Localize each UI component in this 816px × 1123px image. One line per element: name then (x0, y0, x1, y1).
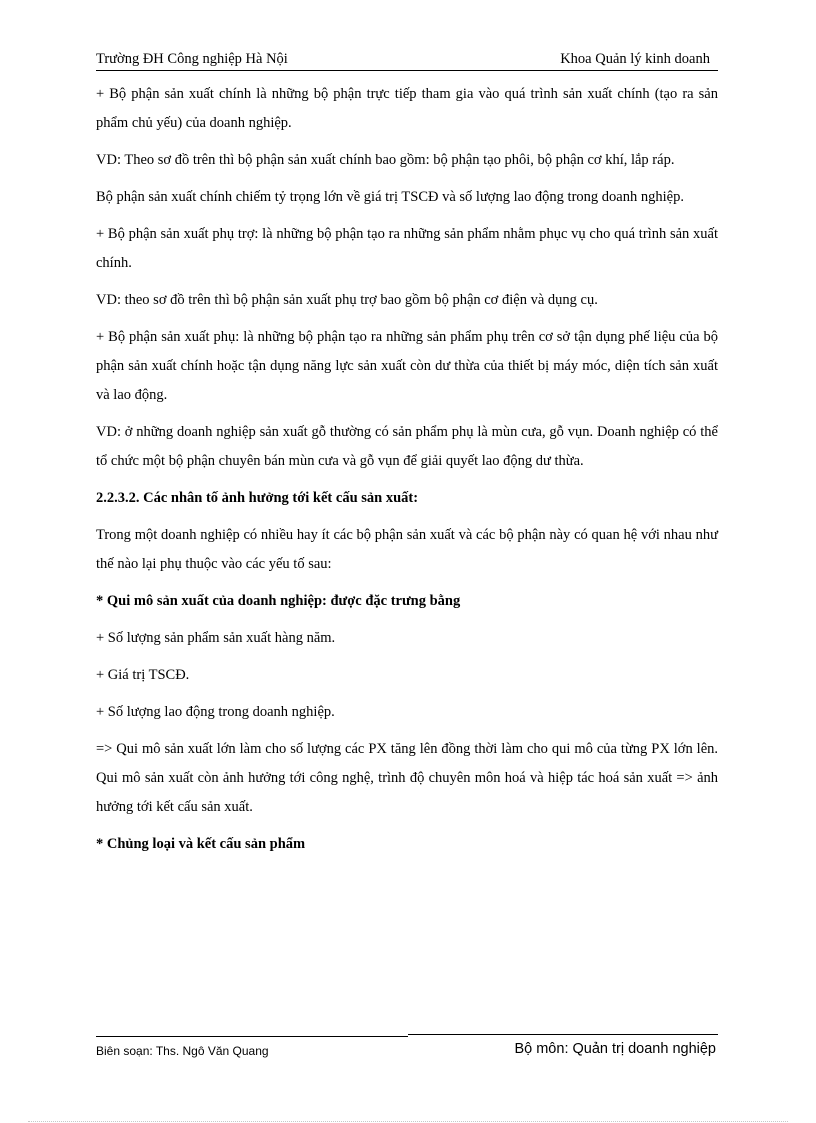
paragraph-intro-factors: Trong một doanh nghiệp có nhiều hay ít các bộ phận sản xuất và các bộ phận này có quan hệ với nhau như thế nào lại phụ thuộc vào các yếu tố sau: (96, 527, 718, 572)
page-edge-divider (28, 1121, 788, 1122)
footer-department: Bộ môn: Quản trị doanh nghiệp (514, 1041, 716, 1057)
list-item-labor-count: + Số lượng lao động trong doanh nghiệp. (96, 704, 335, 720)
footer-rule-right (408, 1034, 718, 1035)
list-item-output-quantity: + Số lượng sản phẩm sản xuất hàng năm. (96, 630, 336, 646)
paragraph-example-byproduct: VD: ở những doanh nghiệp sản xuất gỗ thường có sản phẩm phụ là mùn cưa, gỗ vụn. Doanh nghiệp có thể tổ chức một bộ phận chuyên bán mùn cưa và gỗ vụn để giải quyết lao động dư thừa. (96, 424, 718, 469)
subheading-scale: * Qui mô sản xuất của doanh nghiệp: được đặc trưng bằng (96, 593, 461, 609)
paragraph-auxiliary-production: + Bộ phận sản xuất phụ trợ: là những bộ phận tạo ra những sản phẩm nhằm phục vụ cho quá trình sản xuất chính. (96, 226, 718, 271)
paragraph-example-auxiliary: VD: theo sơ đồ trên thì bộ phận sản xuất phụ trợ bao gồm bộ phận cơ điện và dụng cụ. (96, 292, 598, 308)
subheading-product-type: * Chủng loại và kết cấu sản phẩm (96, 836, 306, 852)
paragraph-main-weight: Bộ phận sản xuất chính chiếm tỷ trọng lớn về giá trị TSCĐ và số lượng lao động trong doanh nghiệp. (96, 189, 684, 205)
paragraph-byproduct-production: + Bộ phận sản xuất phụ: là những bộ phận tạo ra những sản phẩm phụ trên cơ sở tận dụng phế liệu của bộ phận sản xuất chính hoặc tận dụng năng lực sản xuất còn dư thừa của thiết bị máy móc, diện tích sản xuất và lao động. (96, 329, 718, 403)
header-school-name: Trường ĐH Công nghiệp Hà Nội (96, 51, 288, 67)
header-faculty-name: Khoa Quản lý kinh doanh (560, 51, 710, 67)
list-item-fixed-assets: + Giá trị TSCĐ. (96, 667, 190, 683)
paragraph-scale-conclusion: => Qui mô sản xuất lớn làm cho số lượng các PX tăng lên đồng thời làm cho qui mô của từng PX lớn lên. Qui mô sản xuất còn ảnh hưởng tới công nghệ, trình độ chuyên môn hoá và hiệp tác hoá sản xuất => ảnh hưởng tới kết cấu sản xuất. (96, 741, 718, 815)
document-body (96, 80, 718, 867)
footer-author: Biên soạn: Ths. Ngô Văn Quang (96, 1044, 269, 1058)
paragraph-main-production: + Bộ phận sản xuất chính là những bộ phận trực tiếp tham gia vào quá trình sản xuất chính (tạo ra sản phẩm chủ yếu) của doanh nghiệp. (96, 86, 718, 131)
footer-rule-left (96, 1036, 408, 1037)
page-header (96, 50, 718, 71)
section-heading: 2.2.3.2. Các nhân tố ảnh hưởng tới kết cấu sản xuất: (96, 490, 419, 506)
paragraph-example-main: VD: Theo sơ đồ trên thì bộ phận sản xuất chính bao gồm: bộ phận tạo phôi, bộ phận cơ khí, lắp ráp. (96, 152, 675, 168)
